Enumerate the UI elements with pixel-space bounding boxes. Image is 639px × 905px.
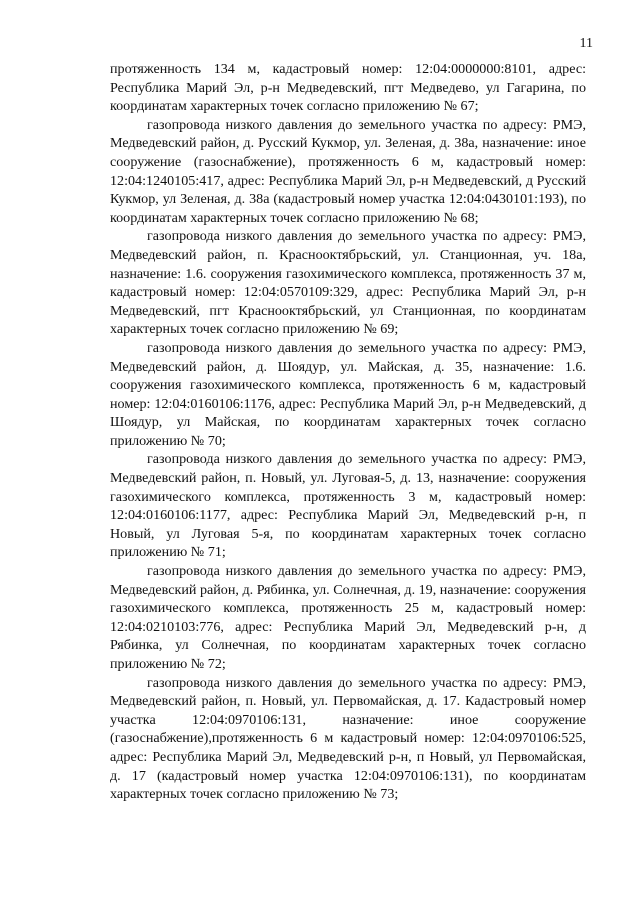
paragraph-item-68: газопровода низкого давления до земельного участка по адресу: РМЭ, Медведевский район, д. Русский Кукмор, ул. Зеленая, д. 38а, назначение: иное сооружение (газоснабжение), протяженность 6 м, кадастровый номер: 12:04:1240105:417, адрес: Республика Марий Эл, р-н Медведевский, д Русский Кукмор, ул Зеленая, д. 38а (кадастровый номер участка 12:04:0430101:193), по координатам характерных точек согласно приложению № 68; (110, 116, 586, 226)
paragraph-item-70: газопровода низкого давления до земельного участка по адресу: РМЭ, Медведевский район, д. Шоядур, ул. Майская, д. 35, назначение: 1.6. сооружения газохимического комплекса, протяженность 6 м, кадастровый номер: 12:04:0160106:1176, адрес: Республика Марий Эл, р-н Медведевский, д Шоядур, ул Майская, по координатам характерных точек согласно приложению № 70; (110, 339, 586, 449)
document-body (110, 60, 586, 804)
page-number: 11 (579, 36, 593, 51)
paragraph-item-69: газопровода низкого давления до земельного участка по адресу: РМЭ, Медведевский район, п. Краснооктябрьский, ул. Станционная, уч. 18а, назначение: 1.6. сооружения газохимического комплекса, протяженность 37 м, кадастровый номер: 12:04:0570109:329, адрес: Республика Марий Эл, р-н Медведевский, пгт Краснооктябрьский, ул Станционная, по координатам характерных точек согласно приложению № 69; (110, 228, 586, 338)
paragraph-item-72: газопровода низкого давления до земельного участка по адресу: РМЭ, Медведевский район, д. Рябинка, ул. Солнечная, д. 19, назначение: сооружения газохимического комплекса, протяженность 25 м, кадастровый номер: 12:04:0210103:776, адрес: Республика Марий Эл, Медведевский р-н, д Рябинка, ул Солнечная, по координатам характерных точек согласно приложению № 72; (110, 563, 586, 672)
paragraph-item-73: газопровода низкого давления до земельного участка по адресу: РМЭ, Медведевский район, п. Новый, ул. Первомайская, д. 17. Кадастровый номер участка 12:04:0970106:131, назначение: иное сооружение (газоснабжение),протяженность 6 м кадастровый номер: 12:04:0970106:525, адрес: Республика Марий Эл, Медведевский р-н, п Новый, ул Первомайская, д. 17 (кадастровый номер участка 12:04:0970106:131), по координатам характерных точек согласно приложению № 73; (110, 674, 586, 803)
paragraph-continuation: протяженность 134 м, кадастровый номер: 12:04:0000000:8101, адрес: Республика Марий Эл, р-н Медведевский, пгт Медведево, ул Гагарина, по координатам характерных точек согласно приложению № 67; (110, 61, 586, 115)
paragraph-item-71: газопровода низкого давления до земельного участка по адресу: РМЭ, Медведевский район, п. Новый, ул. Луговая-5, д. 13, назначение: сооружения газохимического комплекса, протяженность 3 м, кадастровый номер: 12:04:0160106:1177, адрес: Республика Марий Эл, Медведевский р-н, п Новый, ул Луговая 5-я, по координатам характерных точек согласно приложению № 71; (110, 451, 586, 561)
